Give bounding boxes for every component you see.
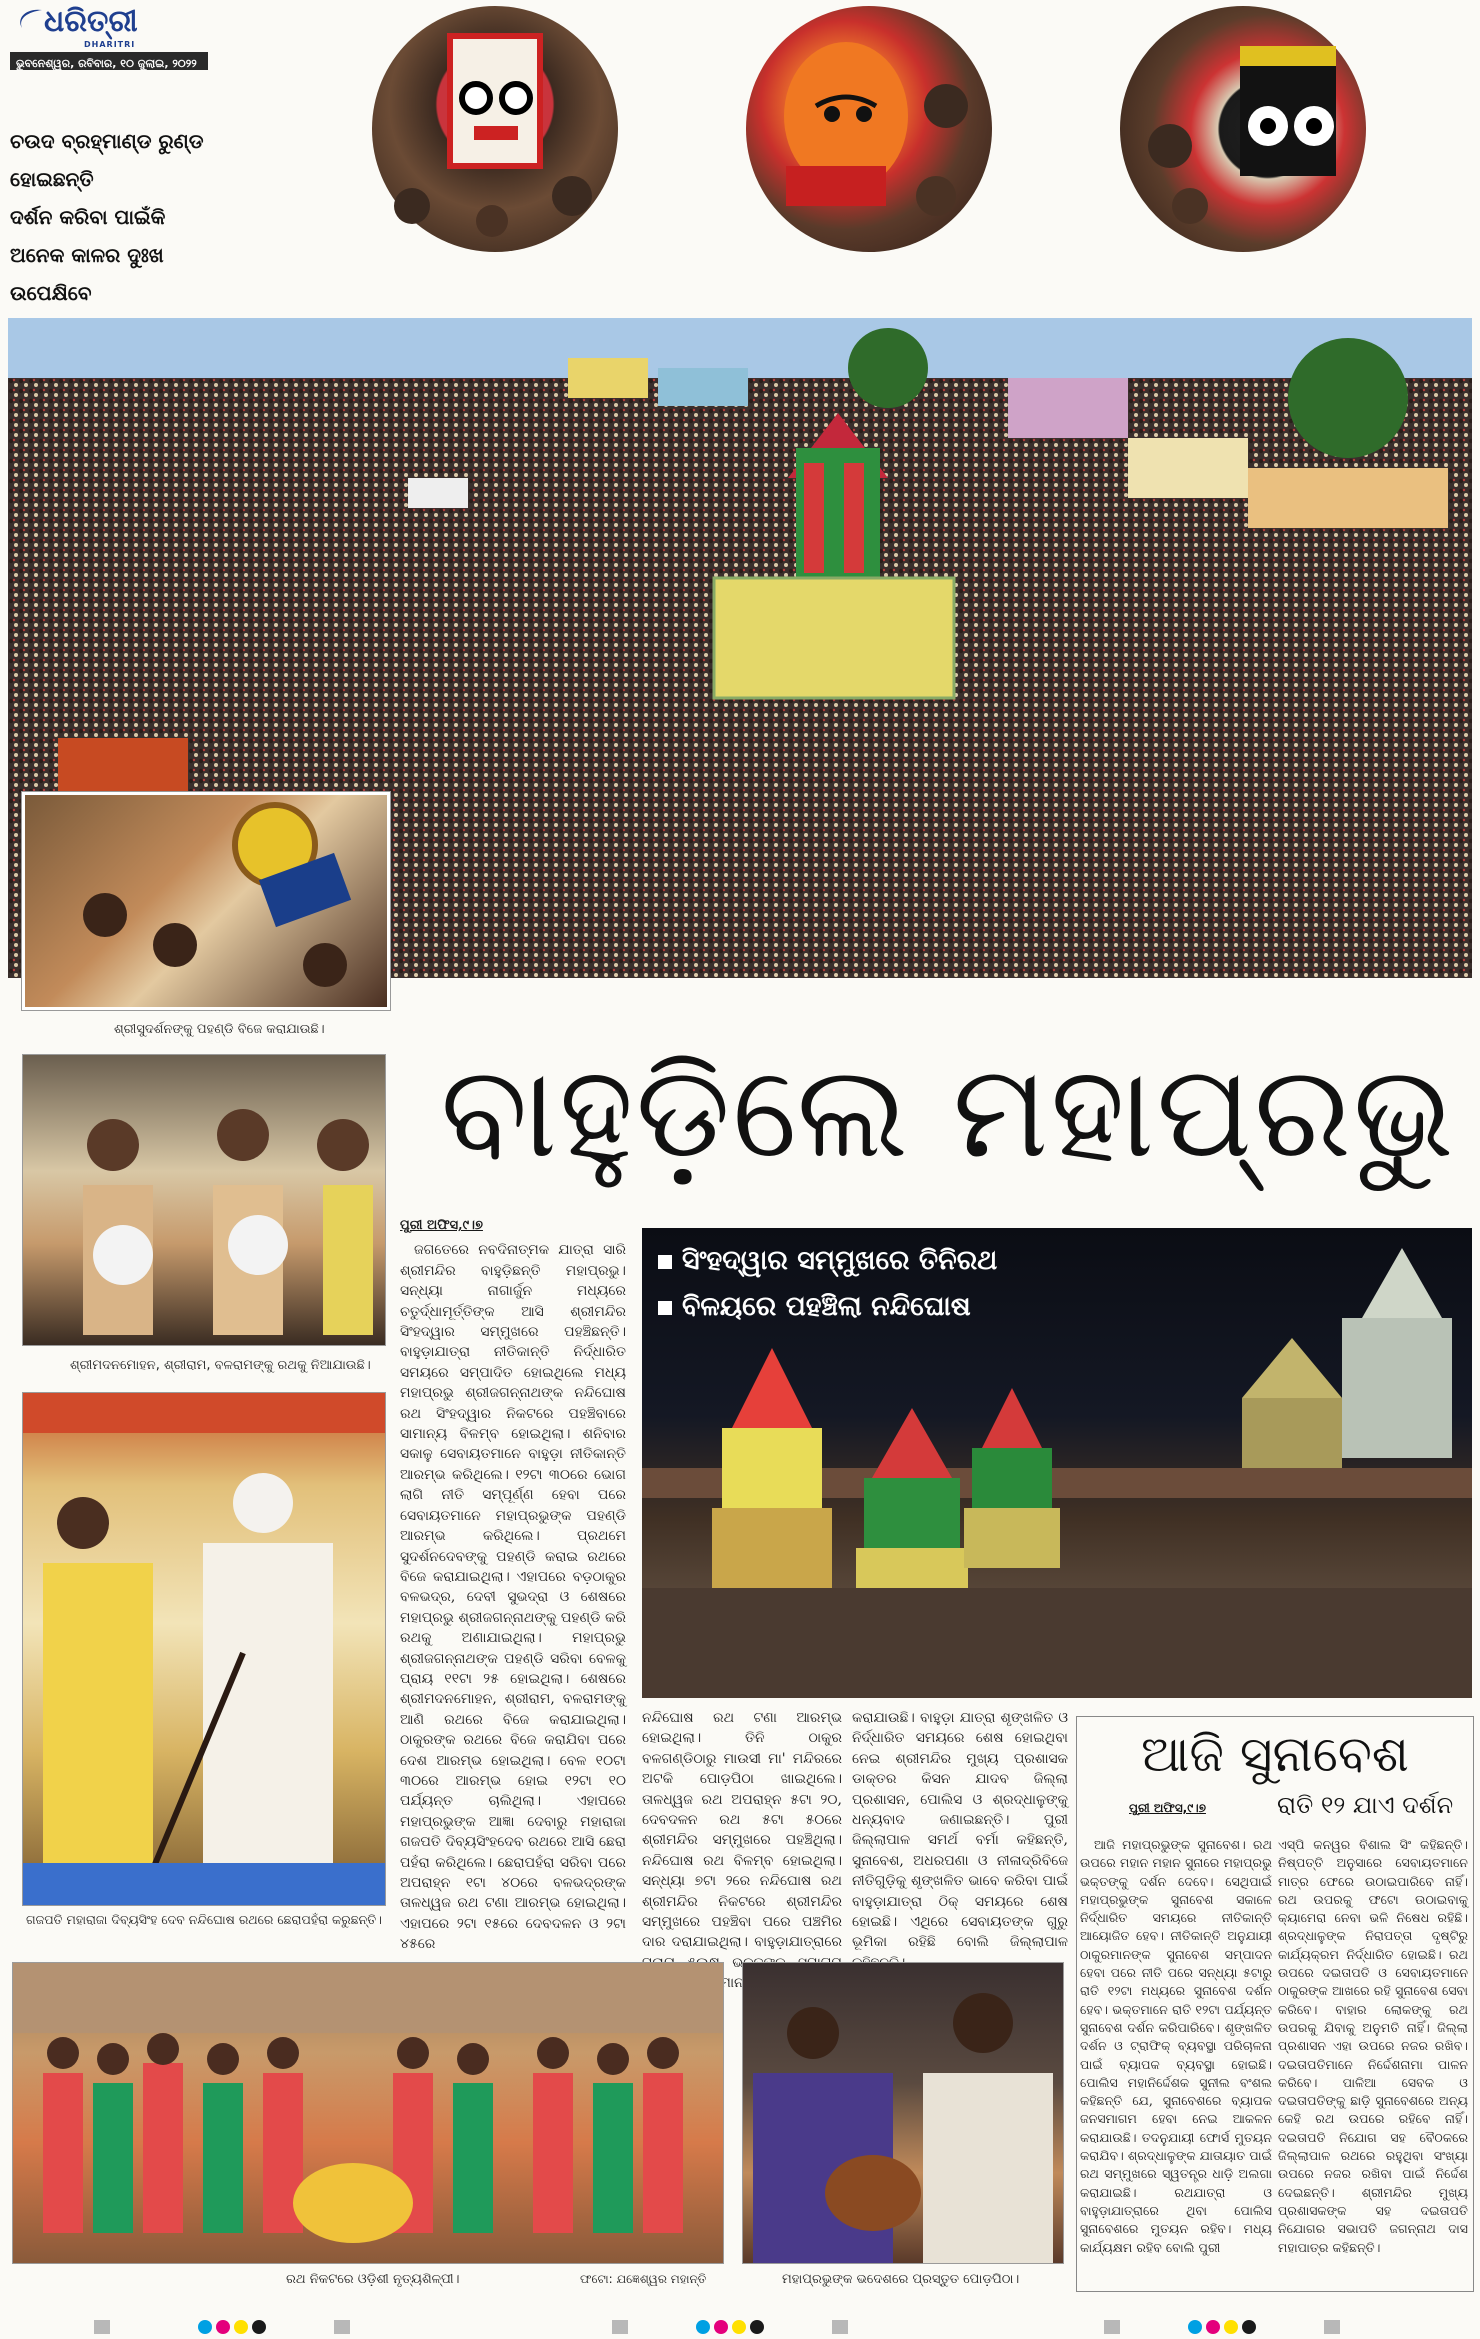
headline: ବାହୁଡ଼ିଲେ ମହାପ୍ରଭୁ bbox=[440, 1038, 1456, 1187]
story-column-1 bbox=[400, 1216, 626, 1953]
registration-mark-icon bbox=[234, 2320, 248, 2334]
deity-photo-balabhadra bbox=[372, 6, 618, 252]
bullet-text: ସିଂହଦ୍ୱାର ସମ୍ମୁଖରେ ତିନିରଥ bbox=[682, 1245, 998, 1276]
logo bbox=[44, 4, 138, 39]
registration-mark-icon bbox=[334, 2320, 350, 2334]
bullet-text: ବିଳୟରେ ପହଞ୍ଚିଲା ନନ୍ଦିଘୋଷ bbox=[682, 1291, 971, 1322]
adharapana-photo bbox=[742, 1962, 1064, 2264]
story-text: ନନ୍ଦିଘୋଷ ରଥ ଟଣା ଆରମ୍ଭ ହୋଇଥିଲା। ତିନି ଠାକୁର ବଳଗଣ୍ଡିଠାରୁ ମାଉସୀ ମା' ମନ୍ଦିରରେ ଅଟକି ପୋଡ଼ପିଠା ଖାଇଥିଲେ। ତାଳଧ୍ୱଜ ରଥ ଅପରାହ୍ନ ୫ଟା ୨୦, ଦେବଦଳନ ରଥ ୫ଟା ୫୦ରେ ଶ୍ରୀମନ୍ଦିର ସମ୍ମୁଖରେ ପହଞ୍ଚିଥିଲା। ନନ୍ଦିଘୋଷ ରଥ ବିଳମ୍ବ ହୋଇଥିଲା। ସନ୍ଧ୍ୟା ୭ଟା ୨ରେ ନନ୍ଦିଘୋଷ ରଥ ଶ୍ରୀମନ୍ଦିର ନିକଟରେ ଶ୍ରୀମନ୍ଦିର ସମ୍ମୁଖରେ ପହଞ୍ଚିବା ପରେ ପଞ୍ଚମିର ଦାର ଦରାଯାଇଥିଲା। ବାହୁଡ଼ାଯାତ୍ରାରେ bbox=[642, 1710, 842, 1951]
poem-line: ଚଉଦ ବ୍ରହ୍ମାଣ୍ଡ ରୁଣ୍ଡ ହୋଇଛନ୍ତି bbox=[10, 129, 204, 191]
sudarshan-photo bbox=[22, 792, 390, 1010]
logo-swoosh-icon bbox=[12, 4, 46, 34]
subhadra-face-icon bbox=[746, 6, 992, 252]
night-chariots-photo bbox=[642, 1228, 1472, 1698]
logo-odia: ଧରିତ୍ରୀ bbox=[44, 4, 138, 39]
deity-photo-jagannath bbox=[1120, 6, 1366, 252]
square-bullet-icon bbox=[658, 1255, 672, 1269]
sunabesha-subtitle: ରାତି ୧୨ ଯାଏ ଦର୍ଶନ bbox=[1277, 1791, 1454, 1819]
registration-mark-icon bbox=[94, 2320, 110, 2334]
caption-gajapati: ଗଜପତି ମହାରାଜା ଦିବ୍ୟସିଂହ ଦେବ ନନ୍ଦିଘୋଷ ରଥରେ ଛେରାପହଁରା କରୁଛନ୍ତି। bbox=[26, 1912, 382, 1927]
registration-mark-icon bbox=[198, 2320, 212, 2334]
sunabesha-column-2 bbox=[1278, 1836, 1468, 2286]
caption-madanmohan: ଶ୍ରୀମଦନମୋହନ, ଶ୍ରୀରାମ, ବଳରାମଙ୍କୁ ରଥକୁ ନିଆଯାଉଛି। bbox=[70, 1358, 371, 1373]
odissi-dancers-photo bbox=[12, 1962, 724, 2264]
balabhadra-face-icon bbox=[372, 6, 618, 252]
registration-mark-icon bbox=[1104, 2320, 1120, 2334]
registration-mark-icon bbox=[1242, 2320, 1256, 2334]
madanmohan-photo bbox=[22, 1054, 386, 1346]
gajapati-scene-icon bbox=[23, 1393, 385, 1905]
poem bbox=[10, 122, 250, 350]
registration-mark-icon bbox=[1188, 2320, 1202, 2334]
caption-dancers: ରଥ ନିକଟରେ ଓଡ଼ିଶୀ ନୃତ୍ୟଶିଳ୍ପୀ। bbox=[286, 2272, 460, 2287]
registration-mark-icon bbox=[750, 2320, 764, 2334]
registration-strip-center bbox=[612, 2320, 848, 2334]
sunabesha-dateline: ପୁରୀ ଅଫିସ,୯।୭ bbox=[1129, 1801, 1206, 1815]
dateline: ଭୁବନେଶ୍ୱର, ରବିବାର, ୧୦ ଜୁଲାଇ, ୨୦୨୨ bbox=[16, 57, 197, 70]
caption-adharapana: ମହାପ୍ରଭୁଙ୍କ ଭଦେଶରେ ପ୍ରସ୍ତୁତ ପୋଡ଼ପିଠା। bbox=[782, 2272, 1020, 2287]
masthead bbox=[10, 4, 250, 70]
deity-photo-subhadra bbox=[746, 6, 992, 252]
poem-line: ଦର୍ଶନ କରିବା ପାଇଁକି bbox=[10, 205, 166, 229]
story-text: କରାଯାଉଛି। ବାହୁଡ଼ା ଯାତ୍ରା ଶୃଙ୍ଖଳିତ ଓ ନିର୍ଦ୍ଧାରିତ ସମୟରେ ଶେଷ ହୋଇଥିବା ନେଇ ଶ୍ରୀମନ୍ଦିର ମୁଖ୍ୟ ପ୍ରଶାସକ ଡାକ୍ତର କିସନ ଯାଦବ ଜିଲ୍ଲା ପ୍ରଶାସନ, ପୋଲିସ ଓ ଶ୍ରଦ୍ଧାଳୁଙ୍କୁ ଧନ୍ୟବାଦ ଜଣାଇଛନ୍ତି। ପୁରୀ ଜିଲ୍ଲାପାଳ ସମର୍ଥ ବର୍ମା କହିଛନ୍ତି, ସୁନାବେଶ, ଅଧରପଣା ଓ ନୀଳାଦ୍ରିବିଜେ ନୀତିଗୁଡ଼ିକୁ ଶୃଙ୍ଖଳିତ ଭାବେ କରିବା ପାଇଁ ବାହୁଡ଼ାଯାତ୍ରା ଠିକ୍ ସମୟରେ ଶେଷ ହୋଇଛି। ଏଥିରେ ସେବାୟତଙ୍କ ଗୁରୁ ଭୂମିକା ରହିଛି ବୋଲି ଜିଲ୍ଲାପାଳ bbox=[852, 1710, 1068, 1951]
gajapati-photo bbox=[22, 1392, 386, 1906]
madanmohan-scene-icon bbox=[23, 1055, 385, 1345]
registration-mark-icon bbox=[696, 2320, 710, 2334]
registration-mark-icon bbox=[714, 2320, 728, 2334]
registration-strip-right bbox=[1104, 2320, 1340, 2334]
registration-mark-icon bbox=[252, 2320, 266, 2334]
sunabesha-column-1 bbox=[1080, 1836, 1272, 2286]
sunabesha-text: ଆଜି ମହାପ୍ରଭୁଙ୍କ ସୁନାବେଶ। ରଥ ଉପରେ ମହାନ ମହାନ ସୁନାରେ ମହାପ୍ରଭୁ ଭକ୍ତଙ୍କୁ ଦର୍ଶନ ଦେବେ। ସେଥିପାଇଁ ମହାପ୍ରଭୁଙ୍କ ସୁନାବେଶ ସକାଳେ ନିର୍ଦ୍ଧାରିତ ସମୟରେ ନୀତିକାନ୍ତି ଆୟୋଜିତ ହେବ। ନୀତିକାନ୍ତି ଅନୁଯାୟୀ ଠାକୁରମାନଙ୍କ ସୁନାବେଶ ସମ୍ପାଦନ ହେବା ପରେ ନୀତି ପରେ ସନ୍ଧ୍ୟା ୫ଟାରୁ ରାତି ୧୨ଟା ମଧ୍ୟରେ ସୁନାବେଶ ଦର୍ଶନ ହେବ। ଭକ୍ତମାନେ ରାତି ୧୨ଟା ପର୍ଯ୍ୟନ୍ତ ସୁନାବେଶ ଦର୍ଶନ କରିପାରିବେ। ଶୃଙ୍ଖଳିତ ଦର୍ଶନ ଓ ଟ୍ରାଫିକ୍ ବ୍ୟବସ୍ଥା ପରିଚାଳନା ପାଇଁ ବ୍ୟାପକ ବ୍ୟବସ୍ଥା ହୋଇଛି। ପୋଲିସ ମହାନିର୍ଦ୍ଦେଶକ ସୁନୀଲ ବଂଶଲ କହିଛନ୍ତି ଯେ, ସୁନାବେଶରେ ବ୍ୟାପକ ଜନସମାଗମ ହେବା ନେଇ ଆକଳନ କରାଯାଉଛି। ତଦନୁଯାୟୀ ଫୋର୍ସ ମୁତୟନ କରାଯିବ। ଶ୍ରଦ୍ଧାଳୁଙ୍କ ଯାତାୟାତ ପାଇଁ ରଥ ସମ୍ମୁଖରେ ସ୍ୱତନ୍ତ୍ର ଧାଡ଼ି ଅଲଗା କରାଯାଇଛି। ରଥଯାତ୍ରା ଓ ବାହୁଡ଼ାଯାତ୍ରାରେ ଥିବା ପୋଲିସ ସୁନାବେଶରେ ମୁତୟନ ରହିବ। ମଧ୍ୟ କାର୍ଯ୍ୟକ୍ଷମ ରହିବ ବୋଲି ପୁରୀ bbox=[1080, 1837, 1272, 2255]
dancers-scene-icon bbox=[13, 1963, 723, 2263]
registration-mark-icon bbox=[1206, 2320, 1220, 2334]
registration-mark-icon bbox=[216, 2320, 230, 2334]
photo-credit: ଫଟୋ: ଯଜ୍ଞେଶ୍ୱର ମହାନ୍ତି bbox=[580, 2272, 707, 2286]
registration-mark-icon bbox=[732, 2320, 746, 2334]
registration-mark-icon bbox=[832, 2320, 848, 2334]
poem-line: ଅନେକ କାଳର ଦୁଃଖ ଉପେକ୍ଷିବେ bbox=[10, 243, 164, 305]
jagannath-face-icon bbox=[1120, 6, 1366, 252]
logo-latin: DHARITRI bbox=[84, 40, 136, 49]
adharapana-scene-icon bbox=[743, 1963, 1063, 2263]
registration-mark-icon bbox=[1324, 2320, 1340, 2334]
bullet-item bbox=[658, 1284, 997, 1330]
sudarshan-scene-icon bbox=[25, 795, 387, 1007]
registration-mark-icon bbox=[1224, 2320, 1238, 2334]
story-column-2 bbox=[642, 1708, 842, 1951]
bullet-item bbox=[658, 1238, 997, 1284]
dateline-bar bbox=[10, 52, 208, 70]
sunabesha-title: ଆଜି ସୁନାବେଶ bbox=[1141, 1725, 1409, 1783]
caption-sudarshan: ଶ୍ରୀସୁଦର୍ଶନଙ୍କୁ ପହଣ୍ଡି ବିଜେ କରାଯାଉଛି। bbox=[114, 1022, 325, 1037]
story-column-3 bbox=[852, 1708, 1068, 1951]
registration-strip-left bbox=[94, 2320, 350, 2334]
story-text: ଜଗତେରେ ନବଦିନାତ୍ମକ ଯାତ୍ରା ସାରି ଶ୍ରୀମନ୍ଦିର ବାହୁଡ଼ିଛନ୍ତି ମହାପ୍ରଭୁ। ସନ୍ଧ୍ୟା ନାଗାର୍ଜୁନ ମଧ୍ୟରେ ଚତୁର୍ଦ୍ଧାମୂର୍ତ୍ତିଙ୍କ ଆସି ଶ୍ରୀମନ୍ଦିର ସିଂହଦ୍ୱାର ସମ୍ମୁଖରେ ପହଞ୍ଚିଛନ୍ତି। ବାହୁଡ଼ାଯାତ୍ରା ନୀତିକାନ୍ତି ନିର୍ଦ୍ଧାରିତ ସମୟରେ ସମ୍ପାଦିତ ହୋଇଥିଲେ ମଧ୍ୟ ମହାପ୍ରଭୁ ଶ୍ରୀଜଗନ୍ନାଥଙ୍କ ନନ୍ଦିଘୋଷ ରଥ ସିଂହଦ୍ୱାର ନିକଟରେ ପହଞ୍ଚିବାରେ ସାମାନ୍ୟ ବିଳମ୍ବ ହୋଇଥିଲା। ଶନିବାର ସକାଳୁ ସେବାୟତମାନେ ବାହୁଡ଼ା ନୀତିକାନ୍ତି ଆରମ୍ଭ କରିଥିଲେ। ୧୨ଟା ୩୦ରେ ଭୋଗ ଲାଗି ନୀତି ସମ୍ପୂର୍ଣ୍ଣ ହେବା ପରେ ସେବାୟତମାନେ ମହାପ୍ରଭୁଙ୍କ ପହଣ୍ଡି ଆରମ୍ଭ କରିଥିଲେ। ପ୍ରଥମେ ସୁଦର୍ଶନଦେବଙ୍କୁ ପହଣ୍ଡି କରାଇ ରଥରେ ବିଜେ କରାଯାଇଥିଲା। ଏହାପରେ ବଡ଼ଠାକୁର ବଳଭଦ୍ର, ଦେବୀ ସୁଭଦ୍ରା ଓ ଶେଷରେ ମହାପ୍ରଭୁ ଶ୍ରୀଜଗନ୍ନାଥଙ୍କୁ ପହଣ୍ଡି କରି ରଥକୁ ଅଣାଯାଇଥିଲା। ମହାପ୍ରଭୁ ଶ୍ରୀଜଗନ୍ନାଥଙ୍କ ପହଣ୍ଡି ସରିବା ବେଳକୁ ପ୍ରାୟ ୧୧ଟା ୨୫ ହୋଇଥିଲା। ଶେଷରେ ଶ୍ରୀମଦନମୋହନ, ଶ୍ରୀରାମ, ବଳରାମଙ୍କୁ ଆଣି ରଥରେ ବିଜେ କରାଯାଇଥିଲା। ଠାକୁରଙ୍କ ରଥରେ ବିଜେ କରାଯିବା ପରେ ଦେଶ ଆରମ୍ଭ ହୋଇଥିଲା। ବେଳ ୧୦ଟା ୩୦ରେ ଆରମ୍ଭ ହୋଇ ୧୨ଟା ୧୦ ପର୍ଯ୍ୟନ୍ତ ଚାଲିଥିଲା। ଏହାପରେ ମହାପ୍ରଭୁଙ୍କ ଆଜ୍ଞା ଦେବାରୁ ମହାରାଜା ଗଜପତି ଦିବ୍ୟସିଂହଦେବ ରଥରେ ଆସି ଛେରା ପହଁରା କରିଥିଲେ। ଛେରାପହଁରା ସରିବା ପରେ ଅପରାହ୍ନ ୧ଟା ୪୦ରେ ବଳଭଦ୍ରଙ୍କ ତାଳଧ୍ୱଜ ରଥ ଟଣା ଆରମ୍ଭ ହୋଇଥିଲା। ଏହାପରେ ୨ଟା ୧୫ରେ ଦେବଦଳନ ଓ ୨ଟା ୪୫ରେ bbox=[400, 1242, 626, 1953]
story-dateline: ପୁରୀ ଅଫିସ,୯।୭ bbox=[400, 1218, 483, 1233]
square-bullet-icon bbox=[658, 1301, 672, 1315]
sunabesha-text: ଏସ୍‌ପି କନୱର ବିଶାଲ ସିଂ କହିଛନ୍ତି। ନିଷ୍ପତ୍ତି ଅନୁସାରେ ସେବାୟତମାନେ ମାତ୍ର ଫେରେ ଉଠାଇପାରିବେ ନାହିଁ। ରଥ ଉପରକୁ ଫଟୋ ଉଠାଇବାକୁ କ୍ୟାମେରା ନେବା ଭଳି ନିଷେଧ ରହିଛି। ଶ୍ରଦ୍ଧାଳୁଙ୍କ ନିରାପତ୍ତା ଦୃଷ୍ଟିରୁ କାର୍ଯ୍ୟକ୍ରମ ନିର୍ଦ୍ଧାରିତ ହୋଇଛି। ରଥ ଉପରେ ଦଇତାପତି ଓ ସେବାୟତମାନେ ଠାକୁରଙ୍କ ଆଖରେ ରହି ସୁନାବେଶ ସେବା କରିବେ। ବାହାର ଲୋକଙ୍କୁ ରଥ ଉପରକୁ ଯିବାକୁ ଅନୁମତି ନାହିଁ। ଜିଲ୍ଲା ପ୍ରଶାସନ ଏହା ଉପରେ ନଜର ରଖିବ। ଦଇତାପତିମାନେ ନିର୍ଦ୍ଦେଶନାମା ପାଳନ କରିବେ। ପାଳିଆ ସେବକ ଓ ଦଇତାପତିଙ୍କୁ ଛାଡ଼ି ସୁନାବେଶରେ ଅନ୍ୟ କେହି ରଥ ଉପରେ ରହିବେ ନାହିଁ। ଦଇତାପତି ନିଯୋଗ ସହ ବୈଠକରେ ଜିଲ୍ଲାପାଳ ରଥରେ ରହୁଥିବା ସଂଖ୍ୟା ଉପରେ ନଜର ରଖିବା ପାଇଁ ନିର୍ଦ୍ଦେଶ ଦେଇଛନ୍ତି। ଶ୍ରୀମନ୍ଦିର ମୁଖ୍ୟ ପ୍ରଶାସକଙ୍କ ସହ ଦଇତାପତି ନିଯୋଗର ସଭାପତି ଜଗନ୍ନାଥ ଦାସ ମହାପାତ୍ର କହିଛନ୍ତି। bbox=[1278, 1837, 1468, 2255]
night-photo-bullets bbox=[658, 1238, 997, 1330]
registration-mark-icon bbox=[612, 2320, 628, 2334]
